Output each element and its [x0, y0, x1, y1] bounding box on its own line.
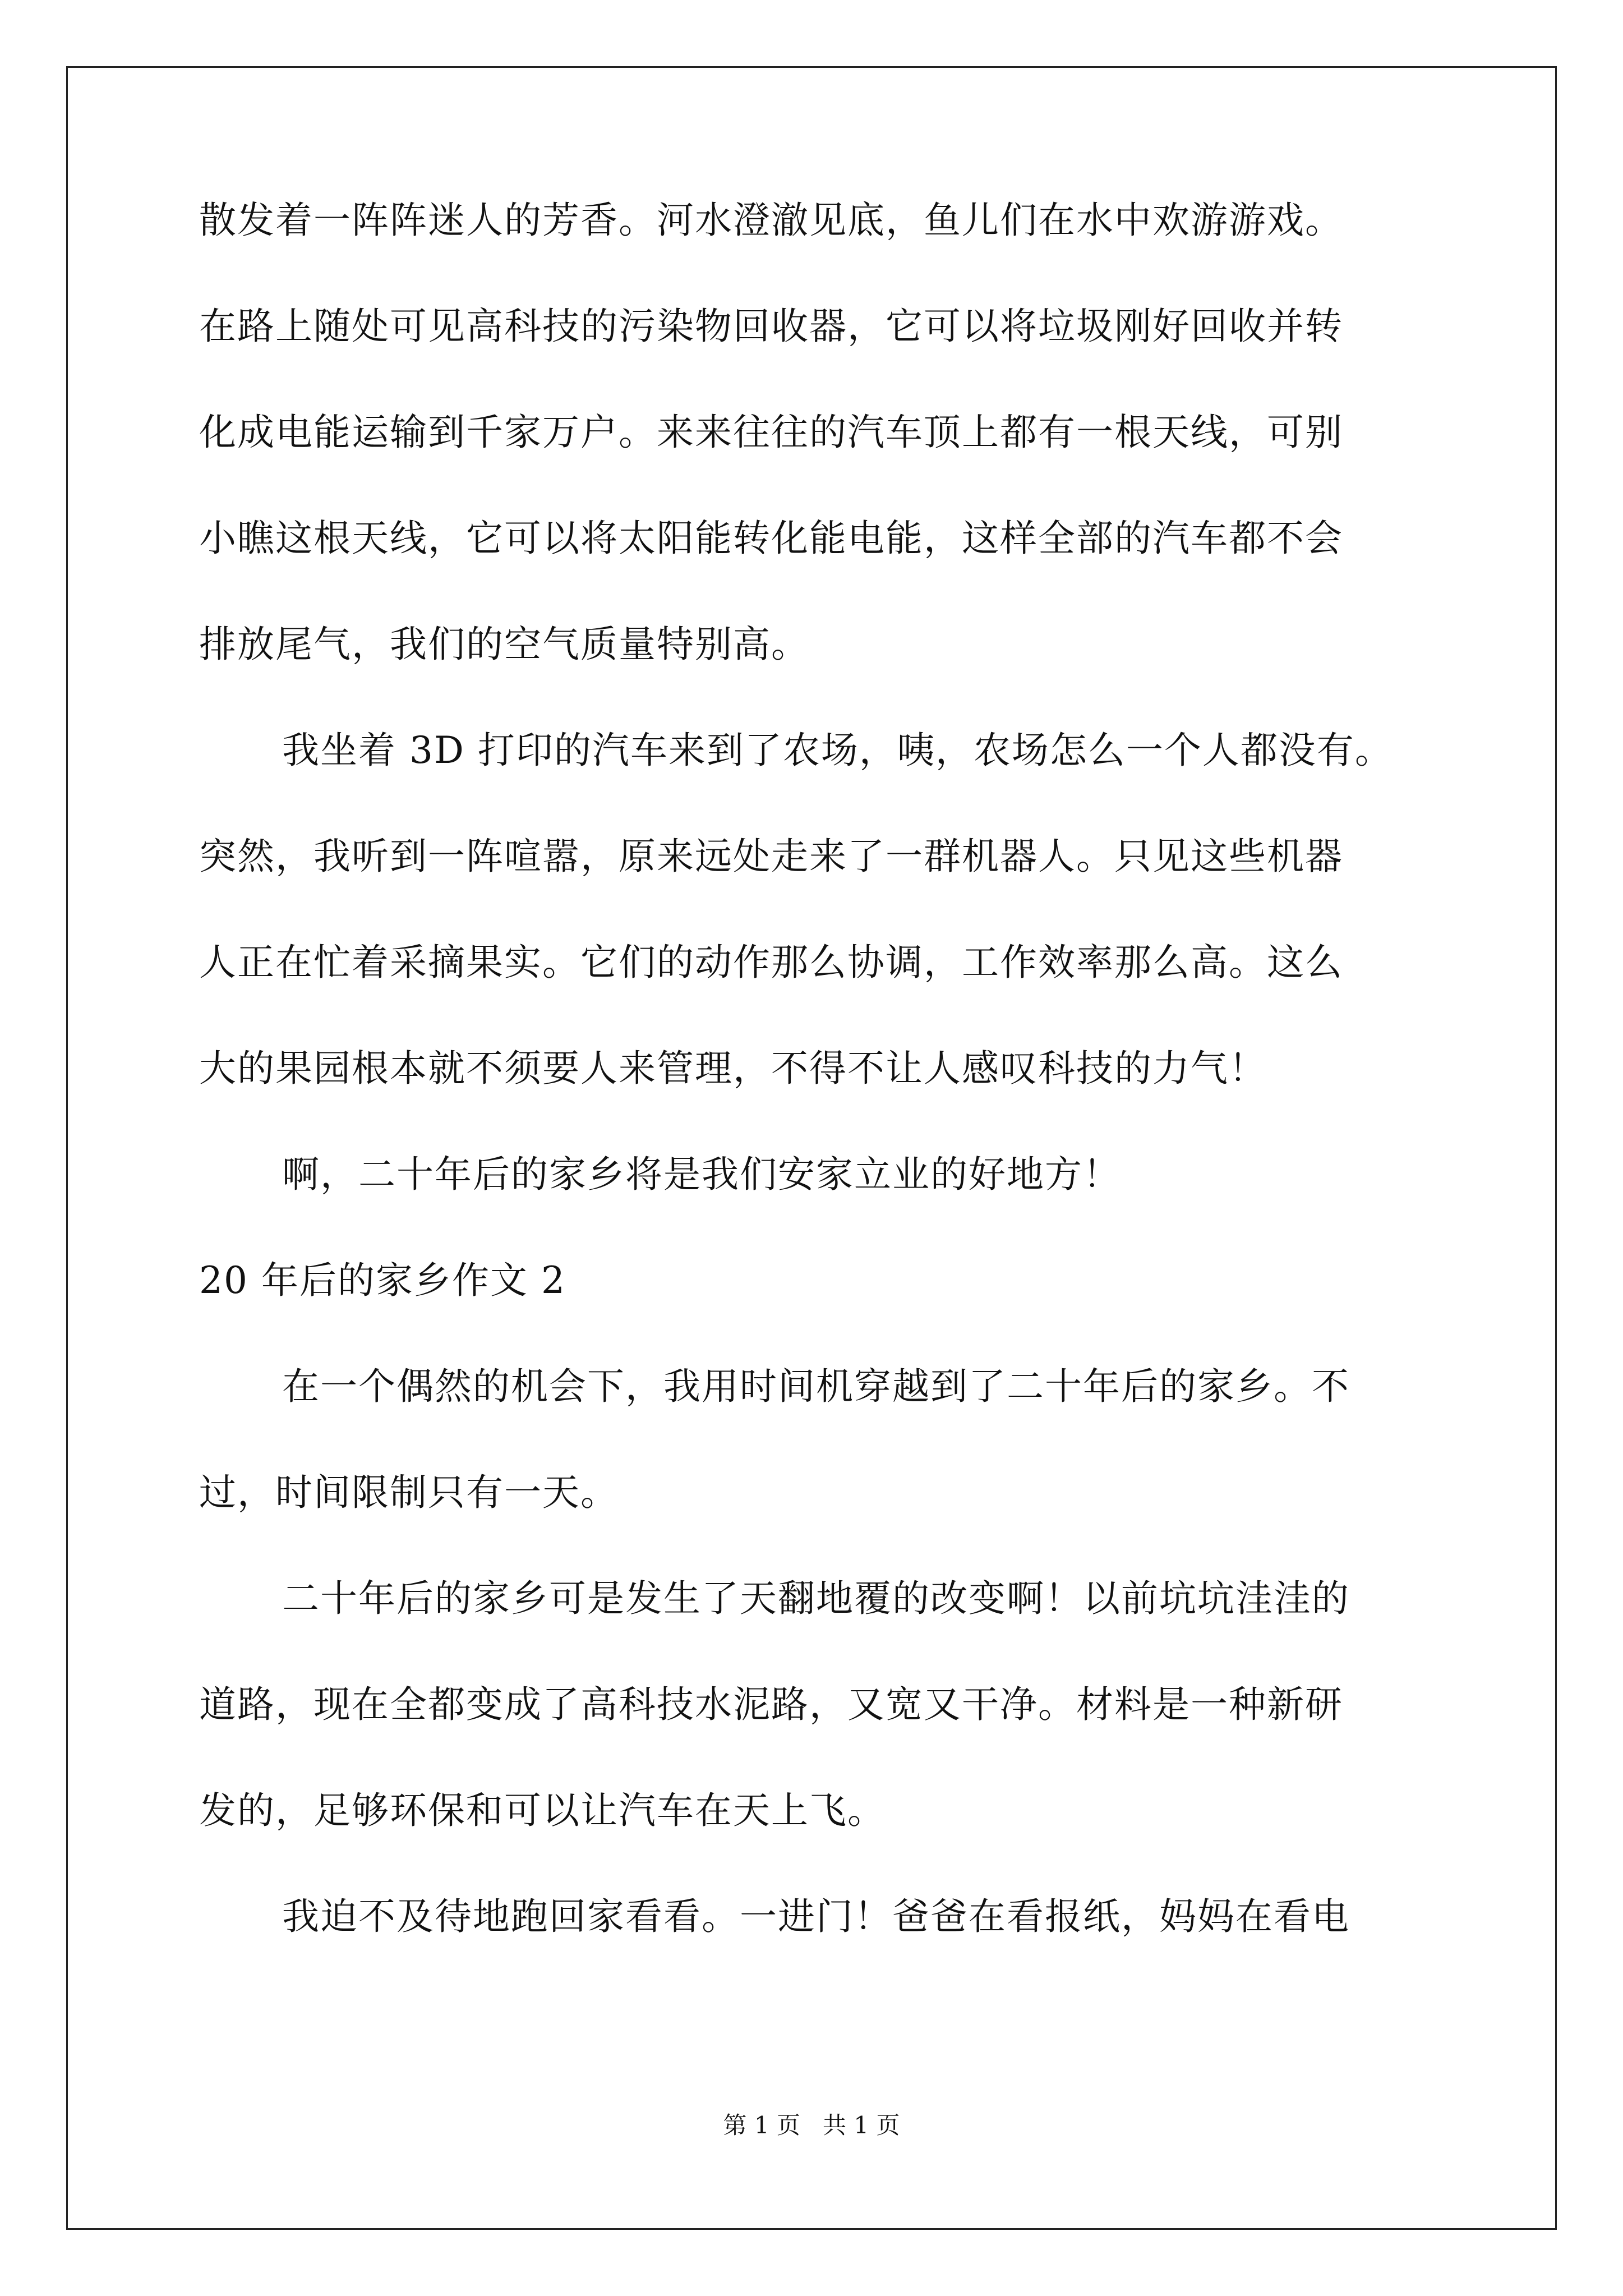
text-line: 突然，我听到一阵喧嚣，原来远处走来了一群机器人。只见这些机器	[199, 835, 1343, 878]
text-line: 人正在忙着采摘果实。它们的动作那么协调，工作效率那么高。这么	[199, 941, 1343, 984]
text-line: 啊，二十年后的家乡将是我们安家立业的好地方！	[282, 1153, 1121, 1196]
document-body	[199, 199, 1433, 2004]
section-heading: 20 年后的家乡作文 2	[199, 1259, 566, 1302]
text-line: 道路，现在全都变成了高科技水泥路，又宽又干净。材料是一种新研	[199, 1683, 1343, 1726]
text-line: 大的果园根本就不须要人来管理，不得不让人感叹科技的力气！	[199, 1047, 1267, 1090]
text-line: 在一个偶然的机会下，我用时间机穿越到了二十年后的家乡。不	[282, 1365, 1350, 1408]
text-line: 散发着一阵阵迷人的芳香。河水澄澈见底，鱼儿们在水中欢游游戏。	[199, 199, 1343, 242]
text-line: 排放尾气，我们的空气质量特别高。	[199, 623, 809, 666]
text-line: 二十年后的家乡可是发生了天翻地覆的改变啊！以前坑坑洼洼的	[282, 1577, 1350, 1620]
text-line: 化成电能运输到千家万户。来来往往的汽车顶上都有一根天线，可别	[199, 411, 1343, 454]
text-line: 发的，足够环保和可以让汽车在天上飞。	[199, 1789, 886, 1832]
text-line: 我迫不及待地跑回家看看。一进门！爸爸在看报纸，妈妈在看电	[282, 1895, 1350, 1938]
text-line: 我坐着 3D 打印的汽车来到了农场，咦，农场怎么一个人都没有。	[282, 729, 1393, 772]
text-line: 过，时间限制只有一天。	[199, 1471, 619, 1514]
text-line: 在路上随处可见高科技的污染物回收器，它可以将垃圾刚好回收并转	[199, 305, 1343, 348]
text-line: 小瞧这根天线，它可以将太阳能转化能电能，这样全部的汽车都不会	[199, 517, 1343, 560]
page-footer: 第 1 页 共 1 页	[723, 2111, 900, 2139]
